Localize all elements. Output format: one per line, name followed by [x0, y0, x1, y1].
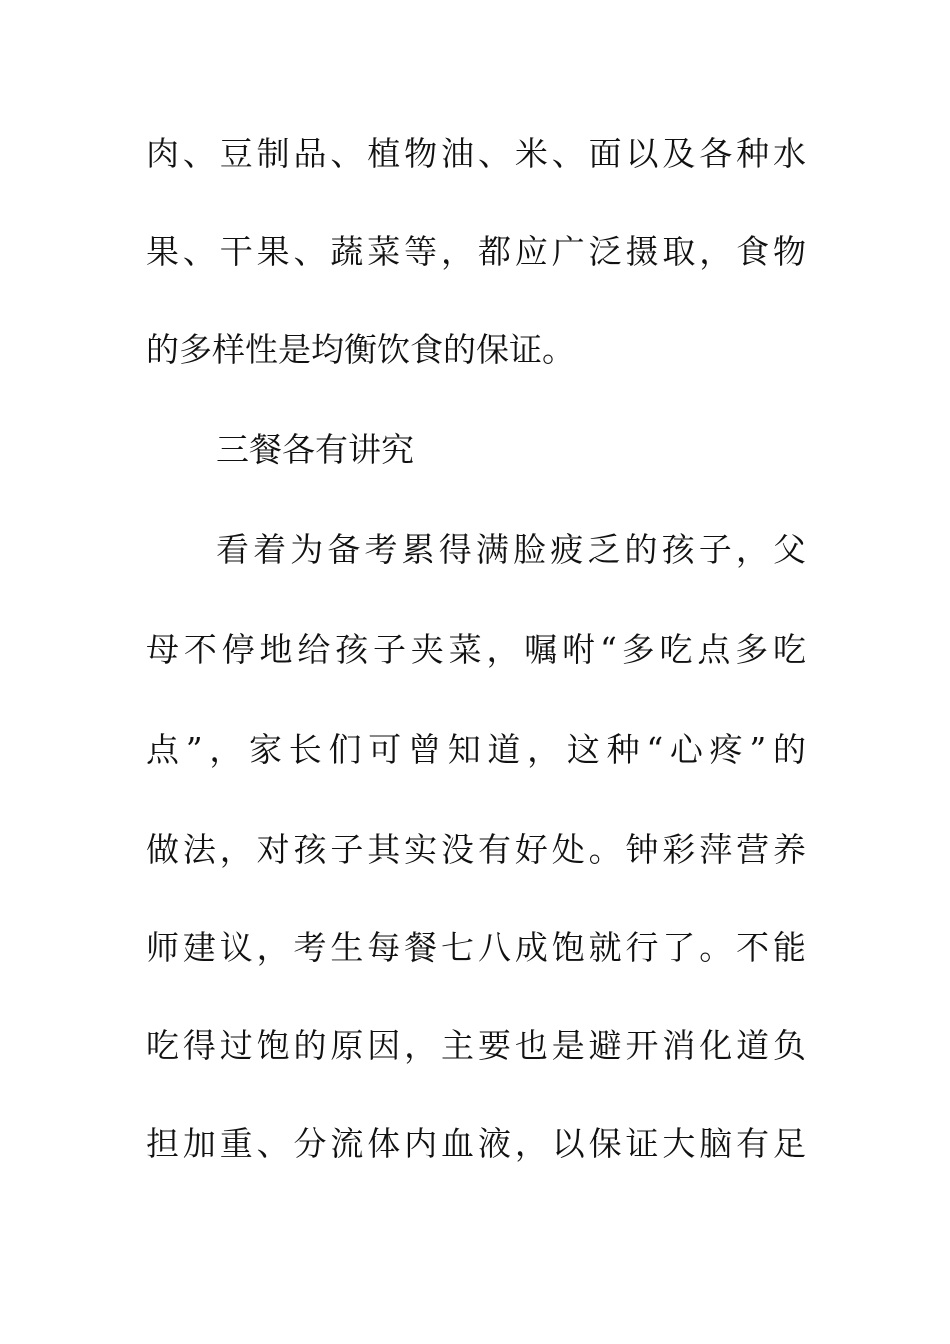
paragraph-2-line-5: 师建议，考生每餐七八成饱就行了。不能: [146, 928, 806, 967]
paragraph-2-line-6: 吃得过饱的原因，主要也是避开消化道负: [146, 1026, 806, 1065]
paragraph-2-line-7: 担加重、分流体内血液，以保证大脑有足: [146, 1124, 806, 1163]
section-heading: 三餐各有讲究: [216, 430, 414, 469]
paragraph-1-line-3: 的多样性是均衡饮食的保证。: [146, 330, 575, 369]
paragraph-2-line-3: 点”，家长们可曾知道，这种“心疼”的: [146, 730, 806, 769]
paragraph-1-line-2: 果、干果、蔬菜等，都应广泛摄取，食物: [146, 232, 806, 271]
paragraph-2-line-4: 做法，对孩子其实没有好处。钟彩萍营养: [146, 830, 806, 869]
paragraph-2-line-2: 母不停地给孩子夹菜，嘱咐“多吃点多吃: [146, 630, 806, 669]
paragraph-2-line-1: 看着为备考累得满脸疲乏的孩子，父: [216, 530, 806, 569]
paragraph-1-line-1: 肉、豆制品、植物油、米、面以及各种水: [146, 134, 806, 173]
